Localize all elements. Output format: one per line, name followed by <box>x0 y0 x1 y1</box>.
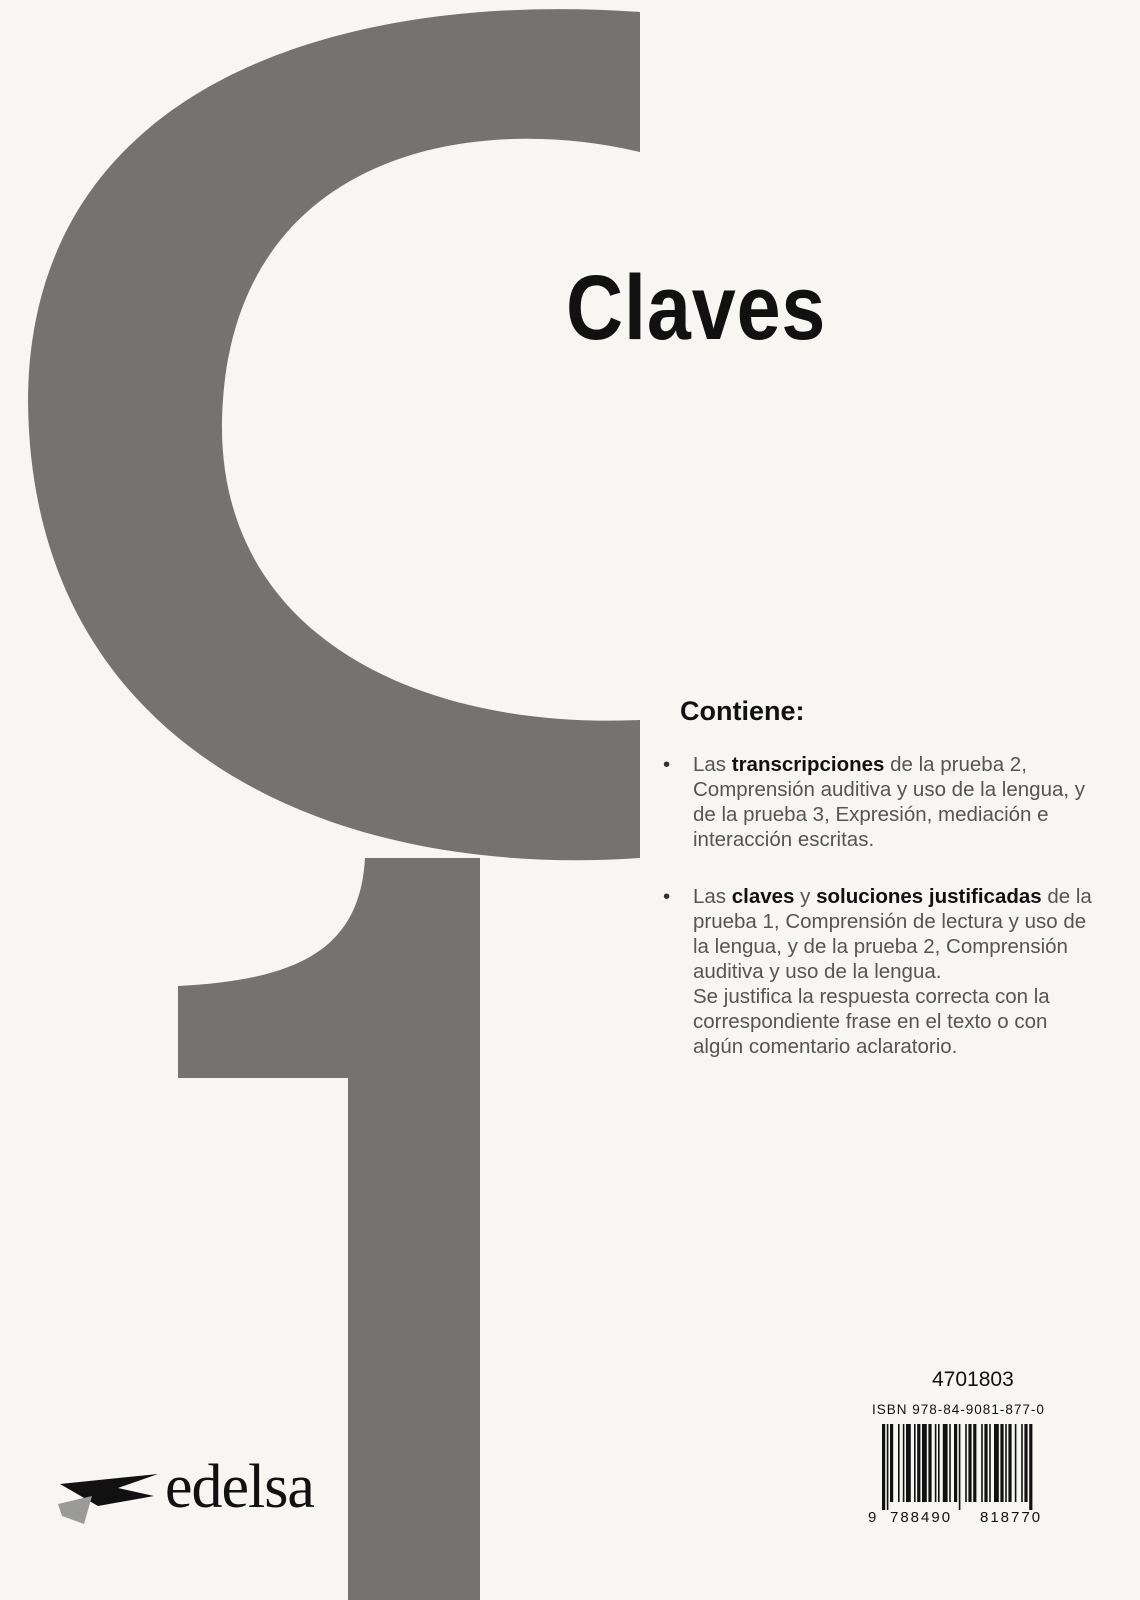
item-connector: y <box>794 885 817 908</box>
contents-item-transcriptions <box>663 752 1103 852</box>
contents-heading: Contiene: <box>680 696 805 726</box>
barcode-bar <box>935 1424 937 1502</box>
barcode-bar <box>981 1424 983 1502</box>
barcode-bar <box>994 1424 999 1502</box>
barcode-bar <box>906 1424 911 1502</box>
bullet-marker: • <box>663 753 671 776</box>
barcode-image <box>868 1424 1076 1524</box>
barcode-bars <box>882 1424 1032 1510</box>
barcode-bar <box>965 1424 967 1502</box>
item-highlight: transcripciones <box>731 753 885 776</box>
barcode-bar <box>1015 1424 1017 1502</box>
barcode-bar <box>938 1424 940 1502</box>
barcode-bar <box>1000 1424 1003 1502</box>
contents-item-keys <box>663 884 1103 1059</box>
item-prefix: Las <box>693 753 732 776</box>
cover-title: Claves <box>566 257 827 359</box>
barcode-bar <box>1029 1424 1032 1510</box>
item-highlight-2: soluciones justificadas <box>816 885 1042 908</box>
c-glyph-arc <box>28 9 640 860</box>
barcode-bar <box>1005 1424 1007 1502</box>
bullet-marker: • <box>663 885 671 908</box>
product-code: 4701803 <box>932 1368 1014 1391</box>
barcode-bar <box>943 1424 948 1502</box>
barcode-bar <box>928 1424 931 1502</box>
publisher-logo <box>58 1453 318 1538</box>
barcode-bar <box>973 1424 976 1502</box>
barcode-bar <box>959 1424 961 1510</box>
barcode-bar <box>954 1424 957 1502</box>
item-prefix: Las <box>693 885 732 908</box>
item-highlight: claves <box>731 885 795 908</box>
barcode-digits-left: 788490 <box>890 1509 953 1524</box>
item-description: de la prueba 1, Comprensión de lectura y uso de la lengua, y de la prueba 2, Comprensión auditiva y uso de la lengua. <box>693 885 1092 983</box>
publisher-swoosh-icon <box>58 1466 166 1526</box>
barcode-bar <box>949 1424 951 1502</box>
barcode-bar <box>898 1424 900 1502</box>
barcode-lead-digit: 9 <box>868 1509 877 1524</box>
barcode-bar <box>882 1424 885 1510</box>
barcode-bar <box>989 1424 991 1502</box>
barcode-bar <box>887 1424 889 1510</box>
barcode-digits-right: 818770 <box>980 1509 1043 1524</box>
barcode-bar <box>903 1424 905 1502</box>
contents-item-text <box>693 884 1103 1059</box>
barcode-bar <box>917 1424 920 1502</box>
barcode-bar <box>1021 1424 1023 1502</box>
isbn-label: ISBN 978-84-9081-877-0 <box>872 1402 1045 1417</box>
barcode-bar <box>984 1424 987 1502</box>
item-description: de la prueba 2, Comprensión auditiva y uso de la lengua, y de la prueba 3, Expresión, mediación e interacción escritas. <box>693 753 1086 851</box>
barcode-bar <box>922 1424 927 1502</box>
contents-item-text <box>693 752 1103 852</box>
barcode-bar <box>1008 1424 1011 1502</box>
barcode-bar <box>914 1424 916 1502</box>
barcode-bar <box>890 1424 893 1502</box>
item-note: Se justifica la respuesta correcta con la correspondiente frase en el texto o con algún comentario aclaratorio. <box>693 985 1050 1058</box>
barcode-bar <box>1024 1424 1027 1502</box>
publisher-name: edelsa <box>165 1453 314 1521</box>
barcode-bar <box>968 1424 971 1502</box>
